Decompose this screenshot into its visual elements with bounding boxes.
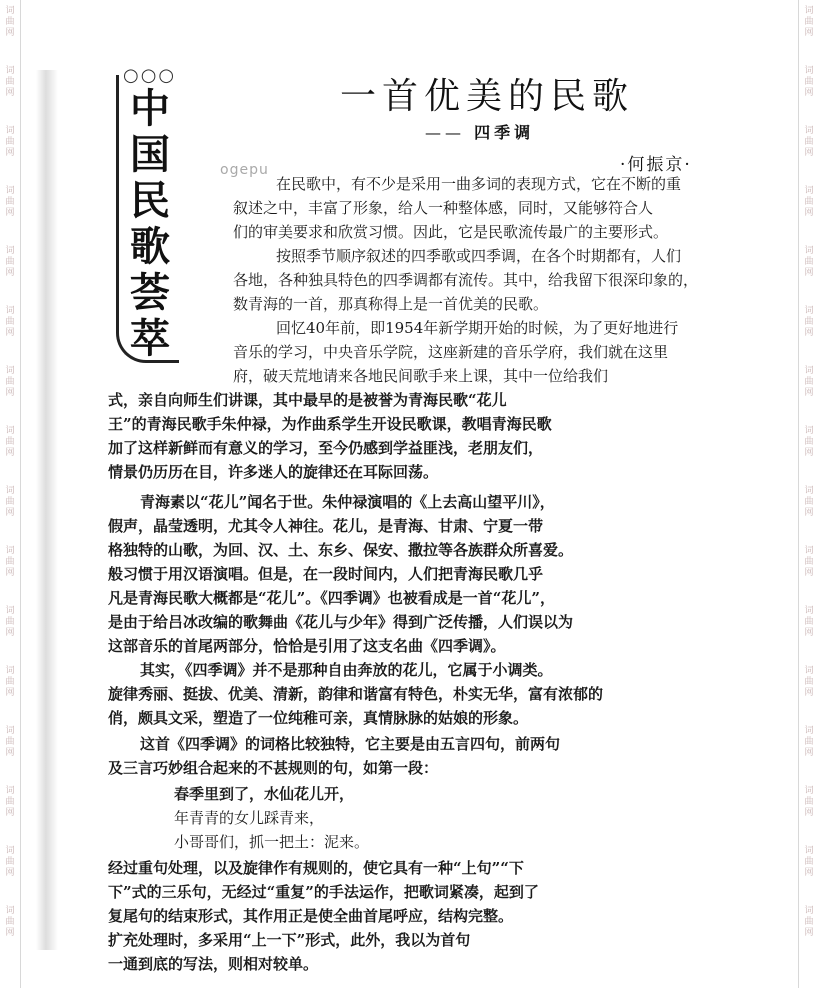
watermark-group (0, 906, 20, 966)
watermark-char: 词 (804, 906, 814, 916)
watermark-char: 网 (5, 448, 15, 458)
watermark-char: 词 (804, 246, 814, 256)
column-badge (108, 65, 208, 365)
watermark-char: 网 (5, 328, 15, 338)
watermark-char: 网 (5, 148, 15, 158)
watermark-char: 词 (5, 246, 15, 256)
body-line: 式，亲自向师生们讲课，其中最早的是被誉为青海民歌“花儿 (108, 391, 507, 409)
watermark-char: 曲 (5, 617, 15, 627)
watermark-char: 网 (5, 928, 15, 938)
watermark-group (0, 306, 20, 366)
badge-char: 民 (130, 178, 170, 224)
article-title: 一首优美的民歌 (340, 76, 635, 117)
watermark-char: 词 (804, 126, 814, 136)
body-line: 格独特的山歌，为回、汉、土、东乡、保安、撒拉等各族群众所喜爱。 (108, 541, 574, 559)
watermark-group (0, 486, 20, 546)
watermark-group (799, 186, 818, 246)
watermark-char: 网 (804, 208, 814, 218)
watermark-char: 网 (804, 28, 814, 38)
watermark-char: 网 (5, 28, 15, 38)
watermark-group (799, 906, 818, 966)
watermark-group (0, 426, 20, 486)
watermark-char: 网 (804, 268, 814, 278)
watermark-char: 曲 (804, 377, 814, 387)
scan-shadow (36, 70, 58, 950)
watermark-group (799, 666, 818, 726)
body-line: 般习惯于用汉语演唱。但是，在一段时间内，人们把青海民歌几乎 (108, 565, 544, 583)
body-line: 数青海的一首，那真称得上是一首优美的民歌。 (233, 295, 549, 313)
watermark-char: 曲 (5, 197, 15, 207)
watermark-char: 曲 (5, 317, 15, 327)
watermark-group (0, 786, 20, 846)
watermark-char: 曲 (804, 497, 814, 507)
badge-char: 荟 (130, 270, 170, 316)
body-line: 扩充处理时，多采用“上一下”形式，此外，我以为首句 (108, 931, 471, 949)
watermark-group (799, 846, 818, 906)
watermark-char: 词 (804, 486, 814, 496)
watermark-char: 曲 (804, 677, 814, 687)
watermark-char: 网 (804, 388, 814, 398)
body-line: 一通到底的写法，则相对较单。 (108, 955, 319, 973)
watermark-char: 网 (804, 508, 814, 518)
watermark-char: 词 (804, 726, 814, 736)
body-line: 在民歌中，有不少是采用一曲多词的表现方式，它在不断的重 (276, 175, 682, 193)
watermark-char: 词 (804, 366, 814, 376)
watermark-char: 曲 (5, 857, 15, 867)
watermark-char: 词 (804, 846, 814, 856)
watermark-char: 曲 (5, 77, 15, 87)
watermark-char: 网 (5, 88, 15, 98)
body-line: 俏，颇具文采，塑造了一位纯稚可亲，真情脉脉的姑娘的形象。 (108, 709, 529, 727)
watermark-char: 词 (5, 306, 15, 316)
watermark-char: 曲 (804, 437, 814, 447)
watermark-group (799, 0, 818, 66)
watermark-char: 曲 (804, 197, 814, 207)
body-line: 这部音乐的首尾两部分，恰恰是引用了这支名曲《四季调》。 (108, 637, 506, 655)
watermark-char: 曲 (5, 917, 15, 927)
watermark-char: 曲 (804, 137, 814, 147)
watermark-char: 曲 (5, 497, 15, 507)
badge-char: 中 (130, 86, 170, 132)
watermark-group (0, 846, 20, 906)
watermark-group (799, 726, 818, 786)
watermark-group (0, 246, 20, 306)
watermark-char: 词 (5, 726, 15, 736)
watermark-char: 词 (5, 906, 15, 916)
badge-char: 歌 (130, 224, 170, 270)
badge-ornament: ○○○ (123, 65, 177, 86)
body-line: 各地，各种独具特色的四季调都有流传。其中，给我留下很深印象的， (233, 271, 699, 289)
watermark-group (0, 126, 20, 186)
watermark-char: 网 (5, 508, 15, 518)
body-line: 青海素以“花儿”闻名于世。朱仲禄演唱的《上去高山望平川》， (140, 493, 555, 511)
body-line: 叙述之中，丰富了形象，给人一种整体感，同时，又能够符合人 (233, 199, 654, 217)
watermark-char: 词 (5, 66, 15, 76)
watermark-char: 词 (5, 426, 15, 436)
watermark-group (799, 366, 818, 426)
watermark-char: 网 (804, 148, 814, 158)
watermark-char: 曲 (804, 857, 814, 867)
badge-char: 萃 (130, 316, 170, 362)
watermark-char: 词 (5, 546, 15, 556)
body-line: 下”式的三乐句，无经过“重复”的手法运作，把歌词紧凑，起到了 (108, 883, 539, 901)
watermark-char: 曲 (5, 257, 15, 267)
watermark-char: 网 (804, 448, 814, 458)
watermark-char: 词 (5, 6, 15, 16)
body-line: 音乐的学习，中央音乐学院，这座新建的音乐学府，我们就在这里 (233, 343, 669, 361)
watermark-group (799, 126, 818, 186)
watermark-char: 词 (804, 426, 814, 436)
body-line: 情景仍历历在目，许多迷人的旋律还在耳际回荡。 (108, 463, 439, 481)
watermark-char: 网 (5, 388, 15, 398)
watermark-group (799, 786, 818, 846)
watermark-group (0, 546, 20, 606)
watermark-char: 网 (5, 568, 15, 578)
watermark-char: 词 (5, 846, 15, 856)
body-line: 春季里到了，水仙花儿开， (174, 785, 355, 803)
body-line: 按照季节顺序叙述的四季歌或四季调，在各个时期都有，人们 (276, 247, 682, 265)
right-watermark-column (799, 0, 818, 988)
watermark-char: 词 (804, 786, 814, 796)
watermark-group (799, 66, 818, 126)
body-line: 假声，晶莹透明，尤其令人神往。花儿，是青海、甘肃、宁夏一带 (108, 517, 544, 535)
watermark-char: 网 (804, 748, 814, 758)
watermark-group (0, 186, 20, 246)
watermark-char: 词 (804, 306, 814, 316)
watermark-char: 词 (804, 666, 814, 676)
watermark-group (799, 306, 818, 366)
body-line: 经过重句处理，以及旋律作有规则的，使它具有一种“上句”“下 (108, 859, 524, 877)
watermark-char: 网 (5, 868, 15, 878)
watermark-char: 曲 (804, 17, 814, 27)
watermark-char: 曲 (804, 317, 814, 327)
body-line: 其实，《四季调》并不是那种自由奔放的花儿，它属于小调类。 (140, 661, 553, 679)
watermark-char: 网 (804, 328, 814, 338)
watermark-char: 词 (5, 486, 15, 496)
watermark-char: 网 (804, 928, 814, 938)
watermark-group (799, 606, 818, 666)
watermark-char: 曲 (5, 797, 15, 807)
body-line: 们的审美要求和欣赏习惯。因此，它是民歌流传最广的主要形式。 (233, 223, 669, 241)
left-margin-line (20, 0, 21, 988)
watermark-char: 曲 (804, 257, 814, 267)
body-line: 凡是青海民歌大概都是“花儿”。《四季调》也被看成是一首“花儿”， (108, 589, 556, 607)
watermark-char: 网 (804, 88, 814, 98)
watermark-char: 网 (5, 628, 15, 638)
watermark-group (0, 666, 20, 726)
watermark-char: 曲 (5, 437, 15, 447)
watermark-char: 网 (804, 688, 814, 698)
body-line: 是由于给吕冰改编的歌舞曲《花儿与少年》得到广泛传播，人们误以为 (108, 613, 574, 631)
watermark-group (0, 366, 20, 426)
watermark-group (0, 66, 20, 126)
watermark-char: 网 (5, 748, 15, 758)
watermark-group (0, 606, 20, 666)
watermark-group (0, 726, 20, 786)
watermark-char: 网 (804, 568, 814, 578)
watermark-char: 曲 (804, 917, 814, 927)
watermark-char: 曲 (804, 77, 814, 87)
watermark-char: 曲 (804, 617, 814, 627)
watermark-char: 网 (804, 628, 814, 638)
watermark-char: 曲 (5, 737, 15, 747)
watermark-char: 词 (5, 666, 15, 676)
watermark-char: 词 (5, 126, 15, 136)
badge-char: 国 (130, 132, 170, 178)
site-watermark: ogepu (220, 162, 269, 178)
watermark-char: 词 (804, 546, 814, 556)
watermark-char: 词 (804, 186, 814, 196)
body-line: 加了这样新鲜而有意义的学习，至今仍感到学益匪浅，老朋友们， (108, 439, 544, 457)
body-line: 小哥哥们，抓一把土：泥来。 (174, 833, 370, 851)
body-line: 这首《四季调》的词格比较独特，它主要是由五言四句，前两句 (140, 735, 561, 753)
watermark-char: 曲 (5, 377, 15, 387)
watermark-char: 曲 (5, 677, 15, 687)
watermark-char: 词 (5, 186, 15, 196)
body-line: 回忆40年前，即1954年新学期开始的时候，为了更好地进行 (276, 319, 679, 337)
left-watermark-column (0, 0, 20, 988)
watermark-char: 网 (5, 688, 15, 698)
watermark-char: 网 (5, 208, 15, 218)
watermark-char: 网 (5, 268, 15, 278)
watermark-char: 词 (804, 6, 814, 16)
watermark-char: 曲 (804, 737, 814, 747)
watermark-char: 曲 (804, 557, 814, 567)
watermark-char: 词 (5, 786, 15, 796)
watermark-char: 词 (5, 366, 15, 376)
body-line: 及三言巧妙组合起来的不甚规则的句，如第一段： (108, 759, 439, 777)
watermark-char: 词 (5, 606, 15, 616)
article-subtitle: —— 四季调 (425, 120, 534, 143)
body-line: 王”的青海民歌手朱仲禄，为作曲系学生开设民歌课，教唱青海民歌 (108, 415, 552, 433)
watermark-char: 词 (804, 606, 814, 616)
watermark-group (799, 486, 818, 546)
body-line: 复尾句的结束形式，其作用正是使全曲首尾呼应，结构完整。 (108, 907, 514, 925)
watermark-char: 曲 (5, 17, 15, 27)
watermark-char: 网 (804, 868, 814, 878)
watermark-char: 网 (5, 808, 15, 818)
watermark-group (799, 246, 818, 306)
watermark-group (0, 0, 20, 66)
body-line: 年青青的女儿踩青来， (174, 809, 325, 827)
watermark-char: 词 (804, 66, 814, 76)
watermark-group (799, 426, 818, 486)
watermark-char: 曲 (5, 557, 15, 567)
watermark-char: 曲 (804, 797, 814, 807)
watermark-char: 网 (804, 808, 814, 818)
article-author: ·何振京· (620, 155, 692, 175)
watermark-group (799, 546, 818, 606)
body-line: 府，破天荒地请来各地民间歌手来上课，其中一位给我们 (233, 367, 609, 385)
body-line: 旋律秀丽、挺拔、优美、清新，韵律和谐富有特色，朴实无华，富有浓郁的 (108, 685, 604, 703)
watermark-char: 曲 (5, 137, 15, 147)
